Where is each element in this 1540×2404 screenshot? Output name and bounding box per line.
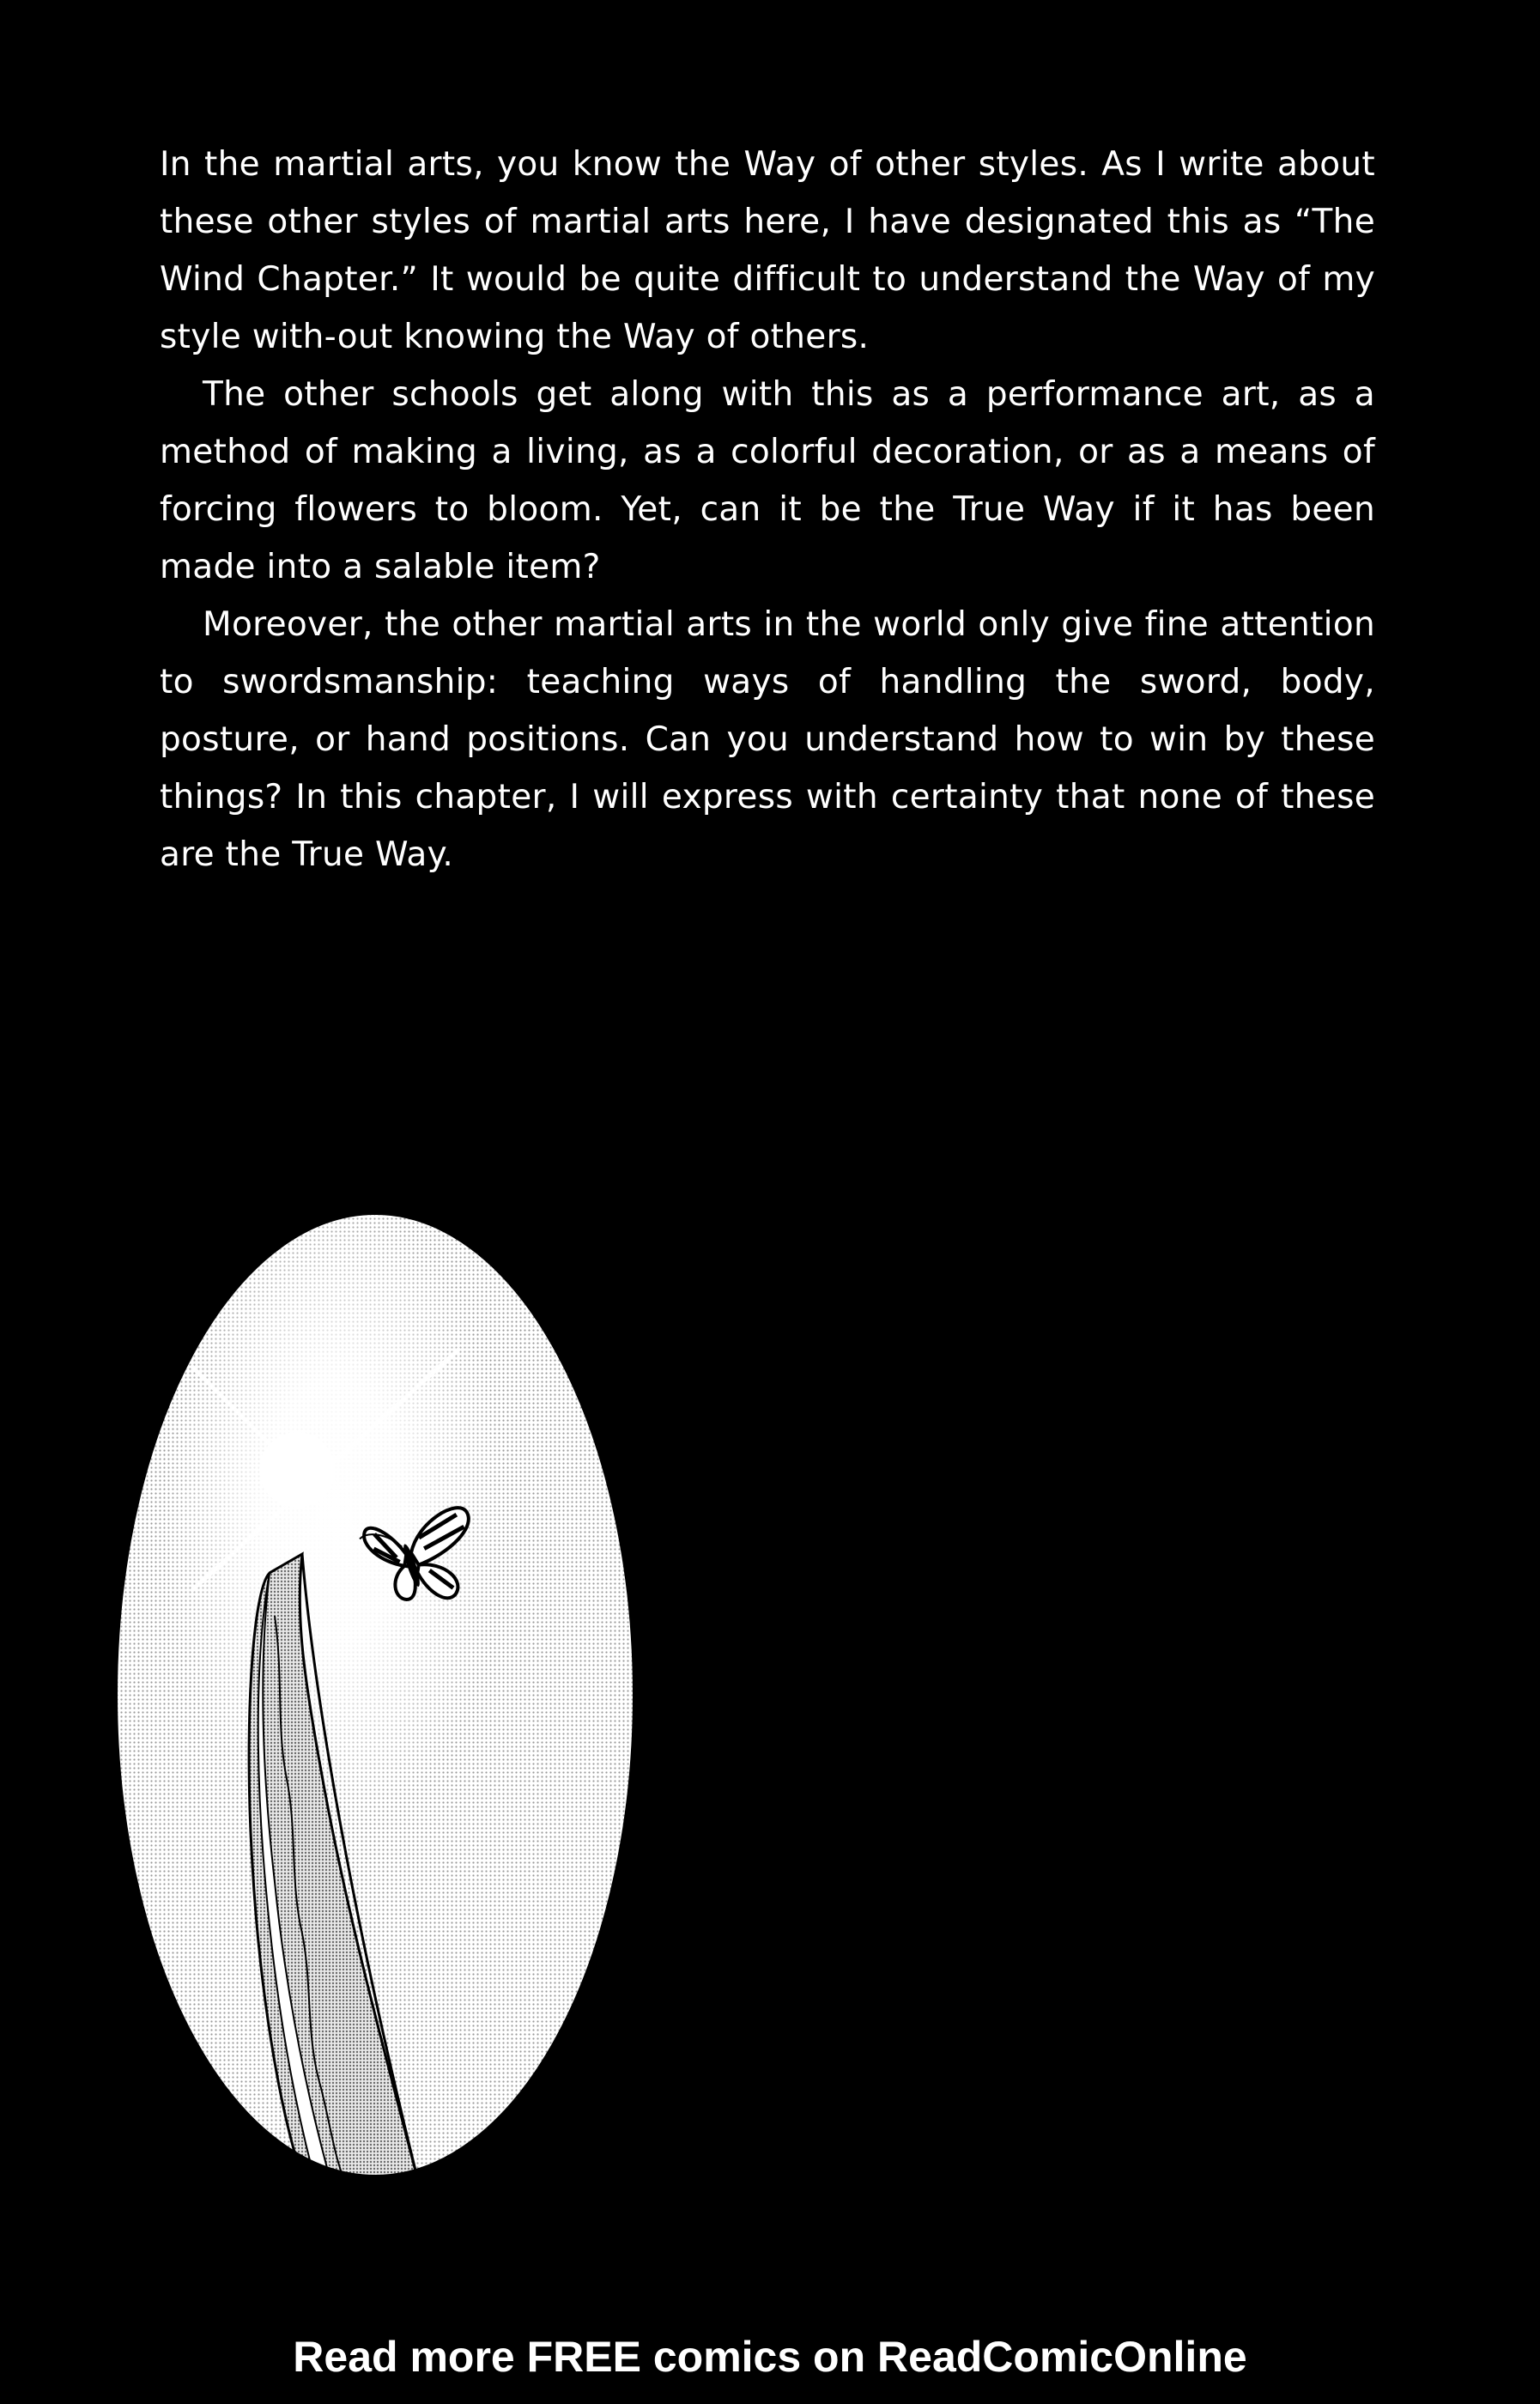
illustration-svg xyxy=(115,1212,635,2177)
oval-frame xyxy=(115,1212,635,2177)
paragraph-2: The other schools get along with this as a performance art, as a method of making a living, as a colorful decoration, or as a means of forcing flowers to bloom. Yet, can it be the True Way if it has been made into a salable item? xyxy=(160,375,1375,586)
sword-butterfly-illustration xyxy=(115,1212,635,2177)
chapter-intro-text xyxy=(160,136,1375,883)
paragraph-3: Moreover, the other martial arts in the world only give fine attention to swordsmanship: teaching ways of handling the sword, body, posture, or hand positions. Can you understand how to win by these things? In this chapter, I will express with certainty that none of these are the True Way. xyxy=(160,605,1375,874)
paragraph-1: In the martial arts, you know the Way of other styles. As I write about these other styles of martial arts here, I have designated this as “The Wind Chapter.” It would be quite difficult to understand the Way of my style with-out knowing the Way of others. xyxy=(160,145,1375,356)
footer-banner: Read more FREE comics on ReadComicOnline xyxy=(293,2333,1247,2381)
